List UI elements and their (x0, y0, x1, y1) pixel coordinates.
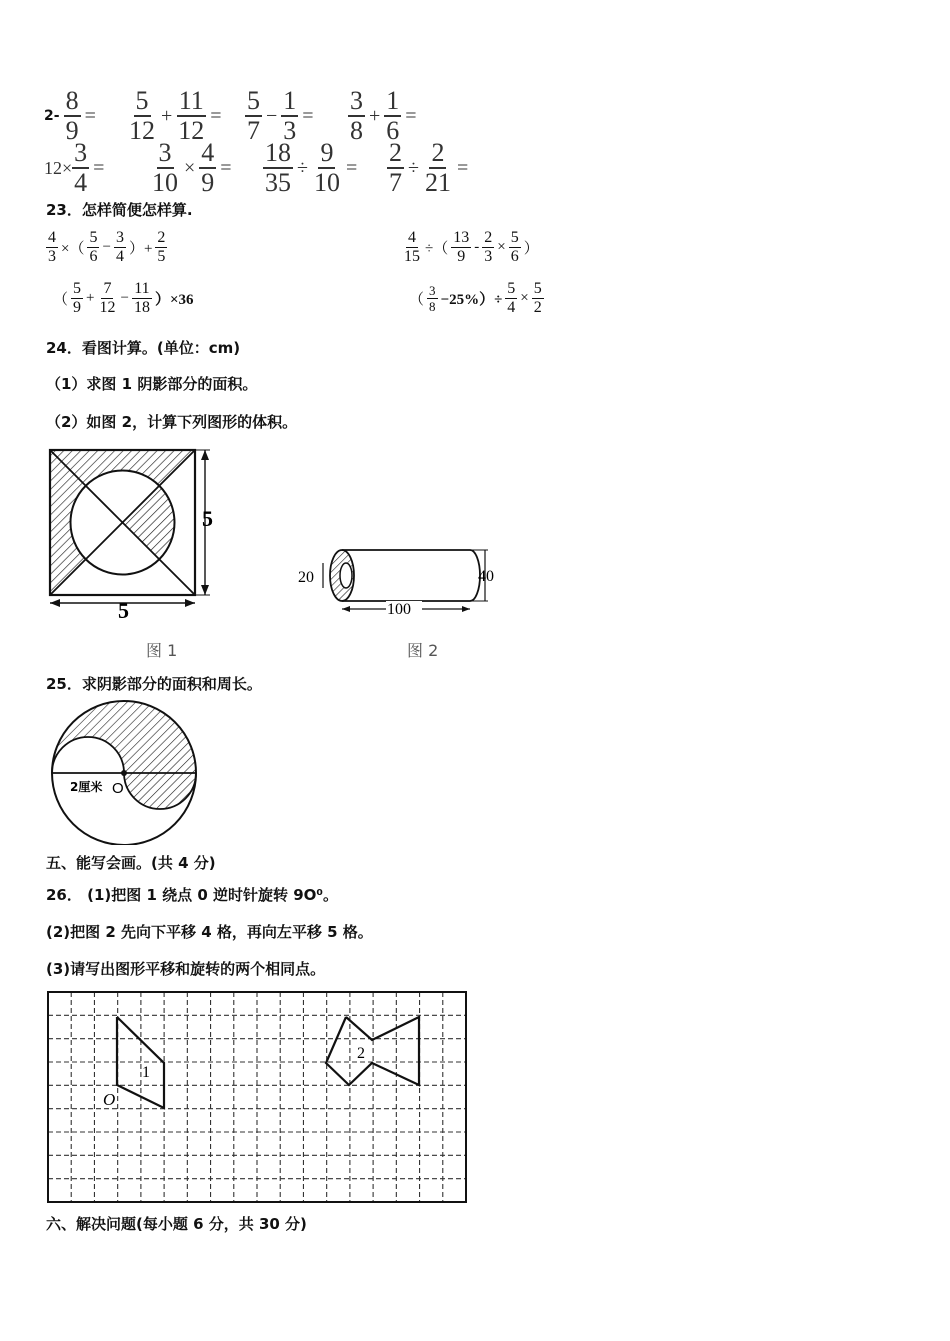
fig1-width-label: 5 (118, 598, 129, 620)
q22-row1: 2- $\frac{8}{9}$ = (44, 86, 96, 145)
fig1-caption: 图 1 (146, 641, 178, 660)
q22-row2-expr-1: 12× $\frac{3}{4}$ = (44, 138, 105, 197)
q22-expr-3: $\frac{5}{7}$ − $\frac{1}{3}$ = (247, 86, 314, 145)
q23-expr-1: $\frac{4}{3}$ ×（ $\frac{5}{6}$ − $\frac{3}{4}$ ）+ $\frac{2}{5}$ (48, 229, 166, 265)
q26-part1: 26． (1)把图 1 绕点 0 逆时针旋转 9O⁰。 (46, 886, 338, 904)
q25-radius-label: 2厘米 (70, 780, 103, 794)
q22-row2-expr-4: $\frac{2}{7}$ ÷ $\frac{2}{21}$ = (389, 138, 469, 197)
fraction: $\frac{8}{9}$ (65, 86, 79, 145)
q26-part3: (3)请写出图形平移和旋转的两个相同点。 (46, 960, 326, 978)
grid-label-1: 1 (142, 1064, 150, 1081)
fig1-height-label: 5 (202, 506, 213, 531)
fig2-outer-label: 40 (478, 568, 494, 585)
fig2-length-label: 100 (387, 601, 411, 618)
q23-expr-3: （ $\frac{5}{9}$ + $\frac{7}{12}$ − $\frac{11}{18}$ ）×36 (53, 280, 194, 316)
q24-part2: （2）如图 2，计算下列图形的体积。 (46, 413, 298, 431)
figure-q25 (44, 700, 204, 845)
sec6-title: 六、解决问题(每小题 6 分，共 30 分) (46, 1215, 307, 1233)
grid-origin-label: O (103, 1090, 116, 1109)
fig2-inner-label: 20 (298, 569, 314, 586)
q25-title: 25．求阴影部分的面积和周长。 (46, 675, 262, 693)
q23-title: 23．怎样简便怎样算. (46, 201, 193, 219)
fig2-caption: 图 2 (407, 641, 439, 660)
q23-expr-4: （ $\frac{3}{8}$ −25%）÷ $\frac{5}{4}$ × $\frac{5}{2}$ (409, 280, 542, 316)
q26-part2: (2)把图 2 先向下平移 4 格，再向左平移 5 格。 (46, 923, 373, 941)
grid-figure (46, 990, 470, 1206)
grid-shape-2 (326, 1017, 419, 1085)
q24-title: 24．看图计算。(单位：cm) (46, 339, 241, 357)
q22-expr-2: $\frac{5}{12}$ + $\frac{11}{12}$ = (129, 86, 222, 145)
q22-row2-expr-2: $\frac{3}{10}$ × $\frac{4}{9}$ = (152, 138, 232, 197)
q25-center-label: O (112, 780, 124, 797)
q22-expr-4: $\frac{3}{8}$ + $\frac{1}{6}$ = (350, 86, 417, 145)
q22-row2-expr-3: $\frac{18}{35}$ ÷ $\frac{9}{10}$ = (265, 138, 358, 197)
q22-prefix: 2- (44, 108, 60, 124)
sec5-title: 五、能写会画。(共 4 分) (46, 854, 216, 872)
grid-label-2: 2 (357, 1045, 365, 1062)
figure-2 (290, 535, 510, 630)
figure-1 (40, 440, 230, 620)
q23-expr-2: $\frac{4}{15}$ ÷（ $\frac{13}{9}$ - $\frac{2}{3}$ × $\frac{5}{6}$ ） (404, 229, 539, 265)
q24-part1: （1）求图 1 阴影部分的面积。 (46, 375, 258, 393)
